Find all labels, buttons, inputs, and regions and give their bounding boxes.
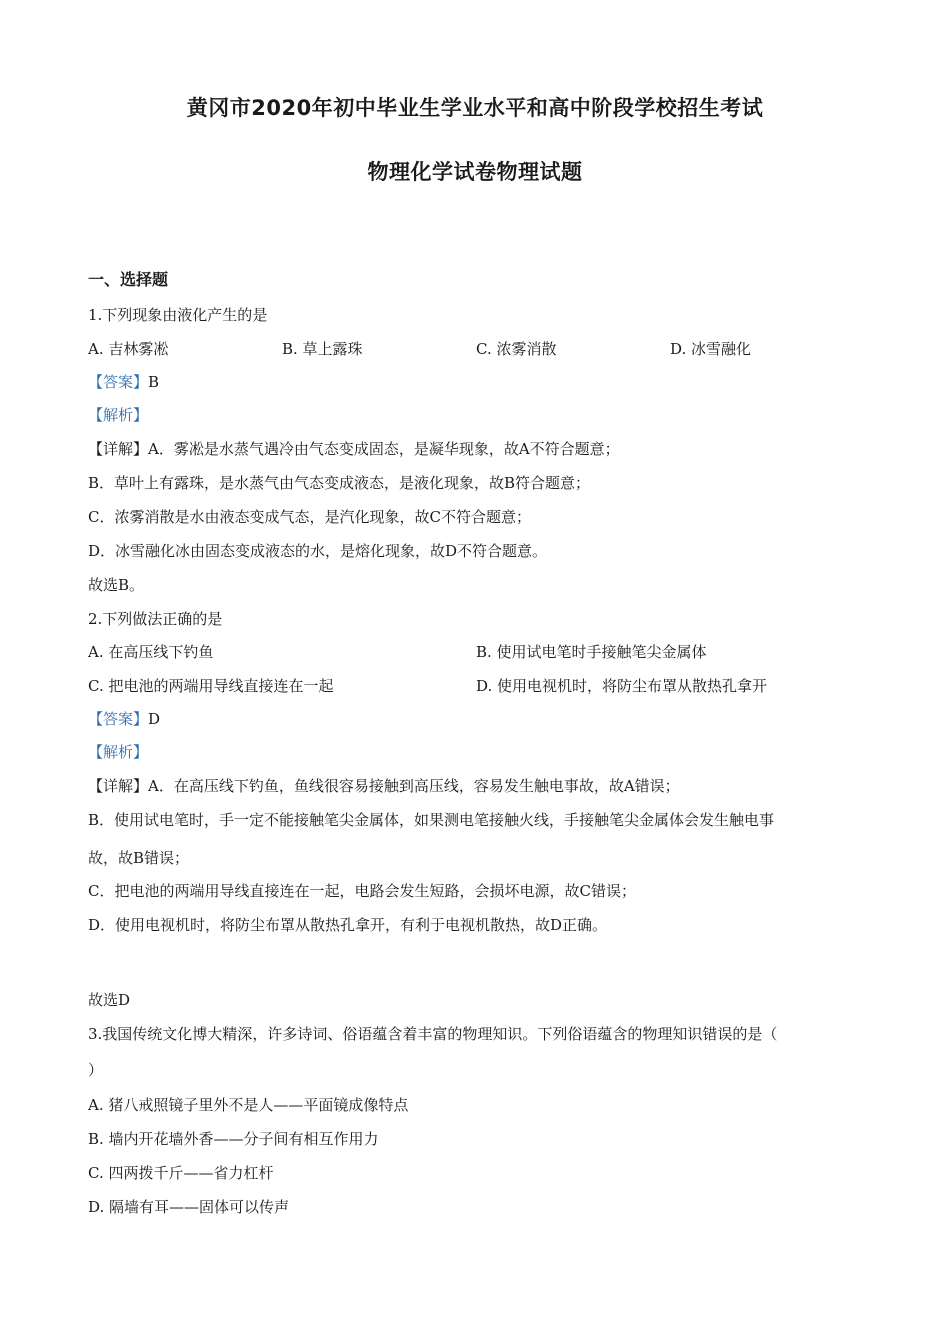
question-1-analysis-tag: 【解析】	[88, 406, 149, 424]
question-3-option-a: A. 猪八戒照镜子里外不是人——平面镜成像特点	[88, 1096, 409, 1114]
question-1-detail-c: C．浓雾消散是水由液态变成气态，是汽化现象，故C不符合题意；	[88, 508, 531, 526]
question-1-stem: 1.下列现象由液化产生的是	[88, 306, 268, 324]
question-2-option-b: B. 使用试电笔时手接触笔尖金属体	[476, 643, 707, 661]
question-1-detail-b: B．草叶上有露珠，是水蒸气由气态变成液态，是液化现象，故B符合题意；	[88, 474, 591, 492]
question-1-option-d: D. 冰雪融化	[670, 340, 752, 358]
question-2-option-c: C. 把电池的两端用导线直接连在一起	[88, 677, 334, 695]
question-2-detail-d: D．使用电视机时，将防尘布罩从散热孔拿开，有利于电视机散热，故D正确。	[88, 916, 608, 934]
detail-tag: 【详解】	[88, 777, 149, 795]
question-2-conclusion: 故选D	[88, 991, 131, 1009]
question-1-option-b: B. 草上露珠	[282, 340, 363, 358]
question-2-answer	[88, 709, 160, 729]
answer-value: D	[148, 710, 161, 728]
question-2-option-d: D. 使用电视机时，将防尘布罩从散热孔拿开	[476, 677, 768, 695]
question-1-option-c: C. 浓雾消散	[476, 340, 557, 358]
question-1-detail-a: 【详解】A．雾凇是水蒸气遇冷由气态变成固态，是凝华现象，故A不符合题意；	[88, 440, 620, 458]
section-heading: 一、选择题	[88, 270, 169, 289]
question-1-answer	[88, 372, 159, 392]
question-2-detail-a: 【详解】A．在高压线下钓鱼，鱼线很容易接触到高压线，容易发生触电事故，故A错误；	[88, 777, 680, 795]
question-1-conclusion: 故选B。	[88, 576, 145, 594]
question-2-detail-b-cont: 故，故B错误；	[88, 849, 190, 867]
question-2-stem: 2.下列做法正确的是	[88, 610, 223, 628]
question-3-option-c: C. 四两拨千斤——省力杠杆	[88, 1164, 274, 1182]
answer-tag: 【答案】	[88, 373, 149, 391]
question-2-option-a: A. 在高压线下钓鱼	[88, 643, 214, 661]
answer-tag: 【答案】	[88, 710, 149, 728]
question-2-analysis-tag: 【解析】	[88, 743, 149, 761]
question-2-detail-c: C．把电池的两端用导线直接连在一起，电路会发生短路，会损坏电源，故C错误；	[88, 882, 636, 900]
exam-subtitle: 物理化学试卷物理试题	[367, 160, 583, 184]
question-2-detail-b: B．使用试电笔时，手一定不能接触笔尖金属体，如果测电笔接触火线，手接触笔尖金属体会发生触电事	[88, 811, 775, 829]
question-3-stem-cont: ）	[88, 1061, 104, 1079]
question-1-detail-d: D．冰雪融化冰由固态变成液态的水，是熔化现象，故D不符合题意。	[88, 542, 548, 560]
exam-title: 黄冈市2020年初中毕业生学业水平和高中阶段学校招生考试	[186, 96, 764, 120]
detail-tag: 【详解】	[88, 440, 149, 458]
question-3-stem: 3.我国传统文化博大精深，许多诗词、俗语蕴含着丰富的物理知识。下列俗语蕴含的物理知识错误的是（	[88, 1025, 778, 1043]
question-3-option-b: B. 墙内开花墙外香——分子间有相互作用力	[88, 1130, 379, 1148]
answer-value: B	[148, 373, 160, 391]
question-3-option-d: D. 隔墙有耳——固体可以传声	[88, 1198, 290, 1216]
question-1-option-a: A. 吉林雾凇	[88, 340, 169, 358]
